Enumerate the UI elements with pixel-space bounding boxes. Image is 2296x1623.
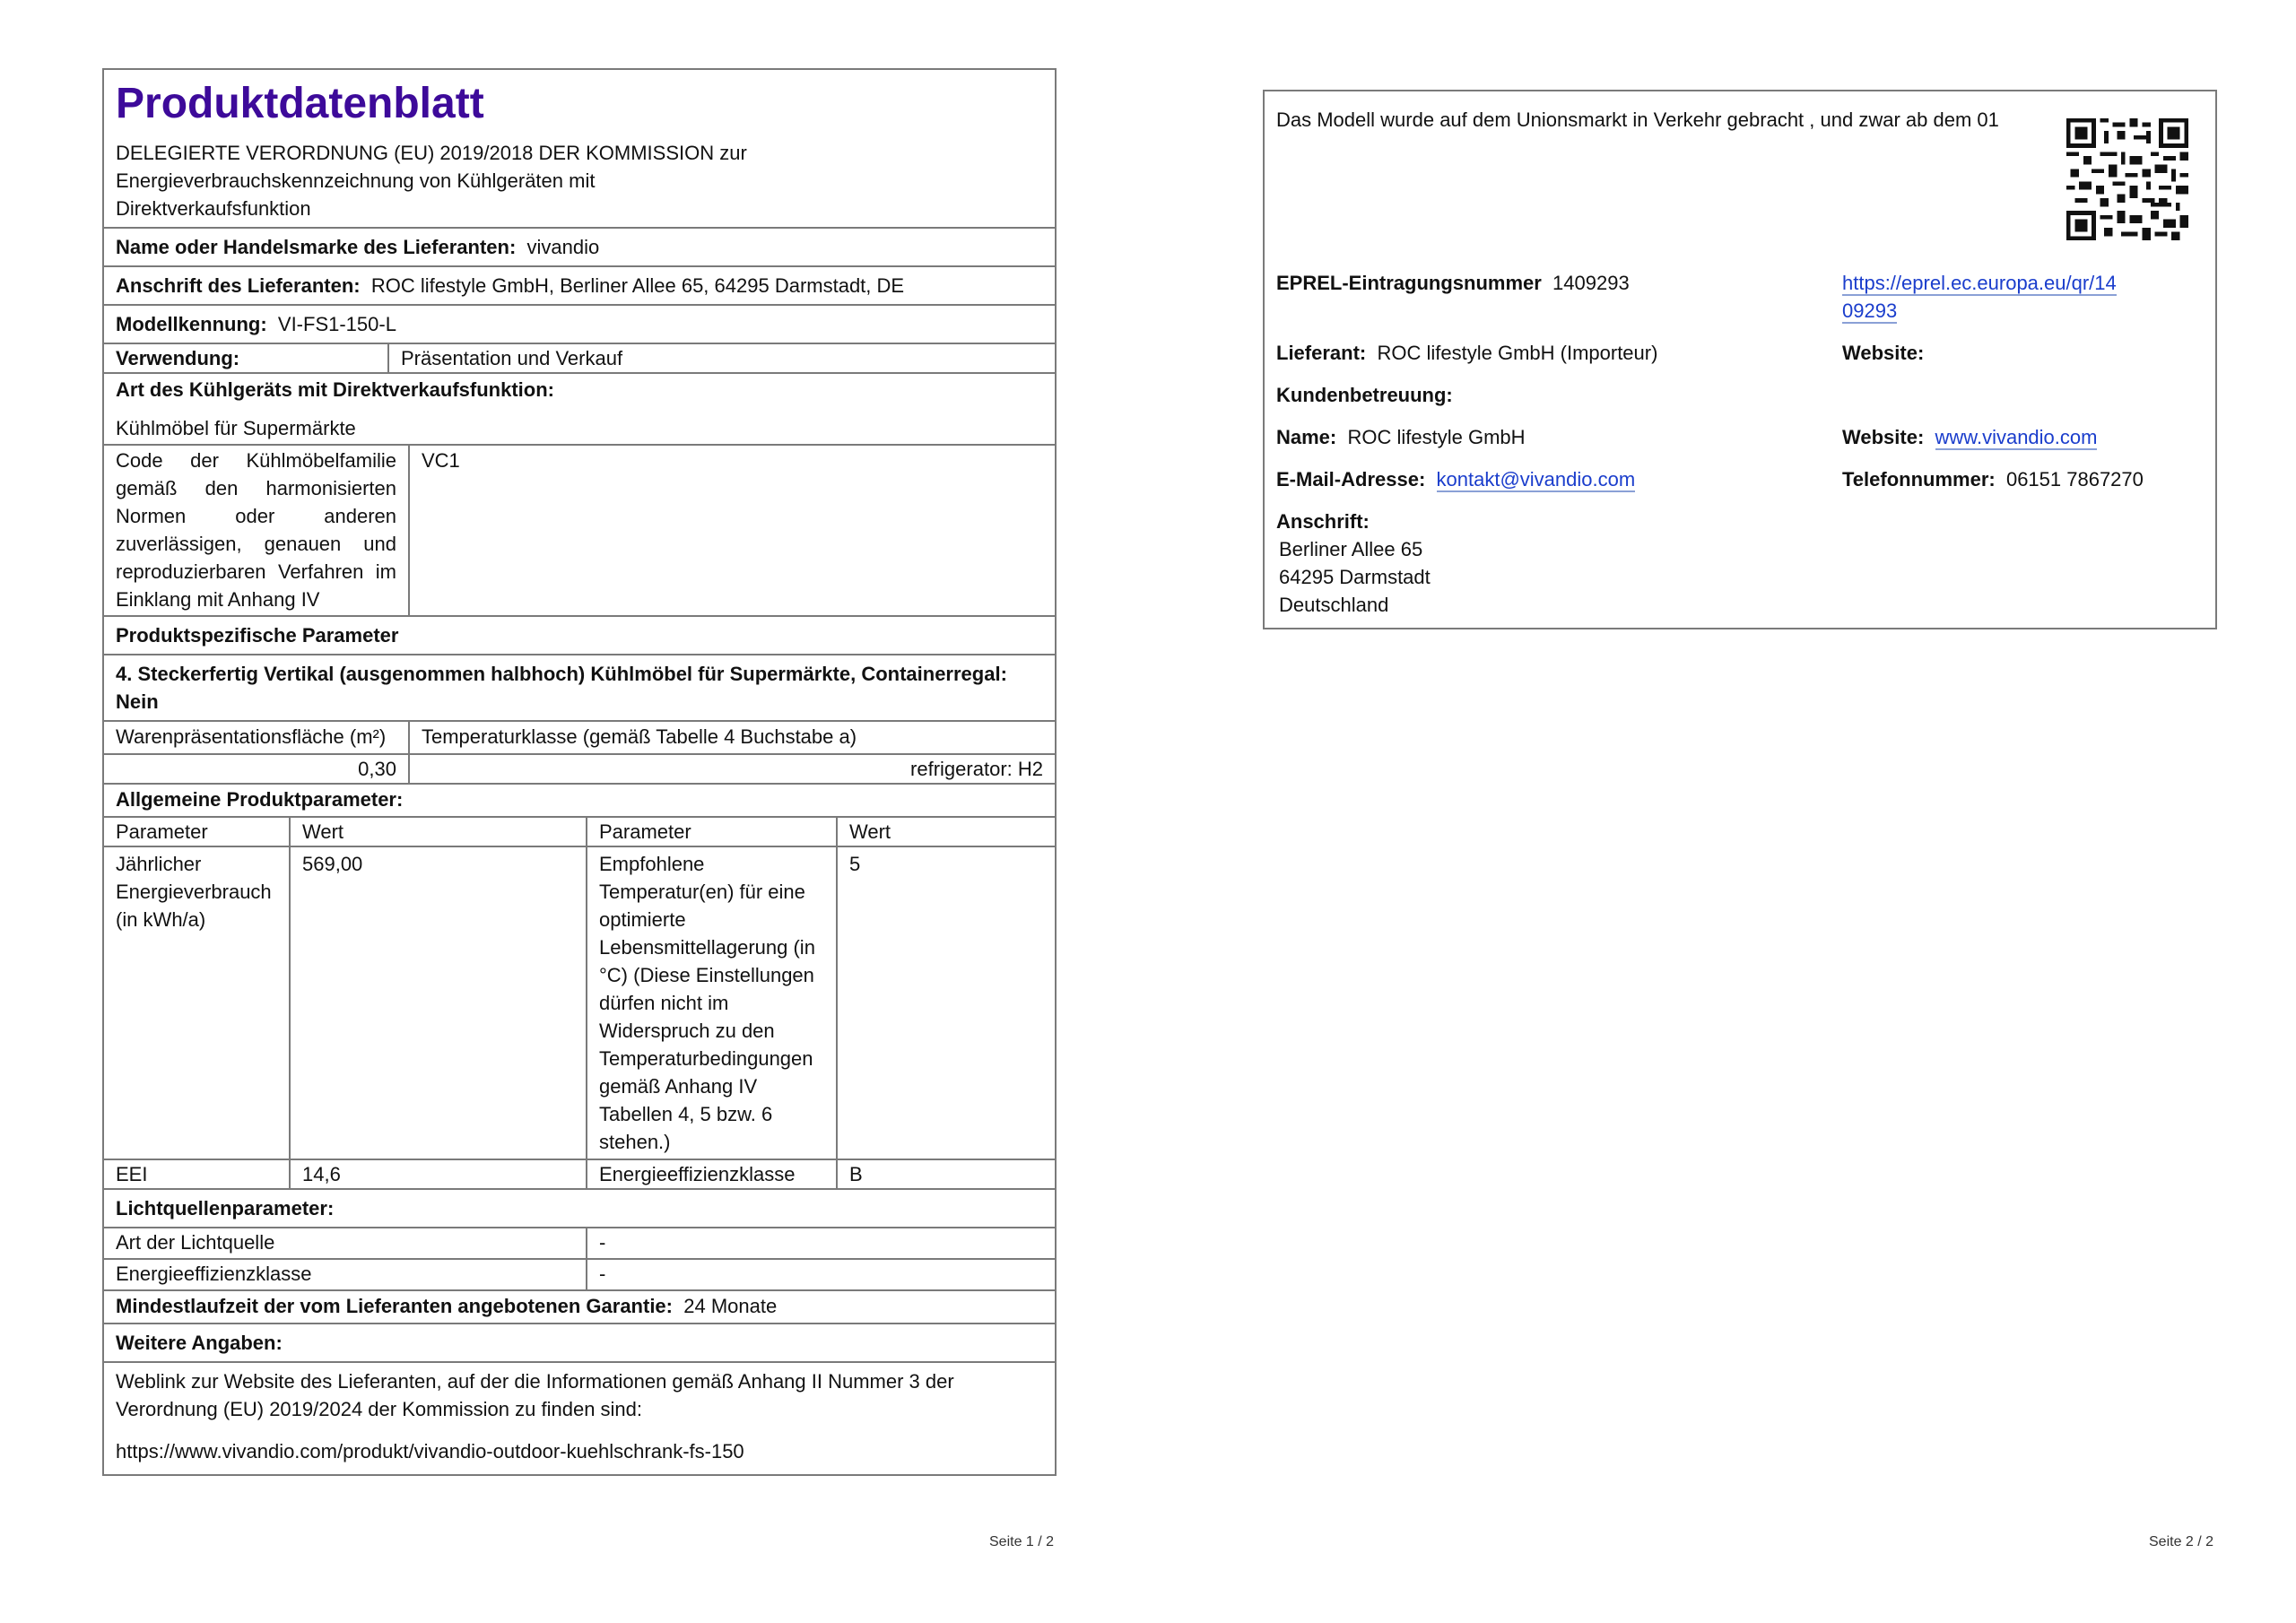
supplier-address-value: ROC lifestyle GmbH, Berliner Allee 65, 64295 Darmstadt, DE [370,274,905,297]
datasheet-page-1 [102,68,1057,1476]
warranty-row [104,1291,1055,1324]
usage-value: Präsentation und Verkauf [388,344,1055,373]
table-cell: B [837,1159,1055,1189]
address-line: Berliner Allee 65 [1279,538,1423,560]
display-area-table [104,722,1055,785]
table-row [104,1159,1055,1189]
further-heading: Weitere Angaben: [104,1324,1055,1363]
table-cell: Empfohlene Temperatur(en) für eine optimierte Lebensmittellagerung (in °C) (Diese Einstellungen dürfen nicht im Widerspruch zu den Temperaturbedingungen gemäß Anhang IV Tabellen 4, 5 bzw. 6 stehen.) [587,846,837,1159]
warranty-value: 24 Monate [683,1295,778,1317]
table-cell: Energieeffizienzklasse [104,1259,587,1290]
table-header-cell: Parameter [587,818,837,846]
type-row [104,374,1055,446]
usage-label: Verwendung: [104,344,388,373]
email-link[interactable]: kontakt@vivandio.com [1436,468,1636,490]
type-label: Art des Kühlgeräts mit Direktverkaufsfunktion: [116,378,554,401]
temp-class-value: refrigerator: H2 [409,754,1055,784]
model-value: VI-FS1-150-L [277,313,396,335]
table-cell: 569,00 [290,846,587,1159]
type-value: Kühlmöbel für Supermärkte [116,417,356,439]
phone-row [1842,465,2144,493]
supplier-address-row [104,267,1055,306]
table-row [104,1259,1055,1290]
regulation-text: DELEGIERTE VERORDNUNG (EU) 2019/2018 DER KOMMISSION zur Energieverbrauchskennzeichnung von Kühlgeräten mit Direktverkaufsfunktion [116,142,747,220]
eprel-label: EPREL-Eintragungsnummer [1276,272,1542,294]
eprel-number: 1409293 [1552,272,1630,294]
supplier-name-value: vivandio [526,236,600,258]
eprel-link[interactable] [1842,269,2117,325]
address-line: 64295 Darmstadt [1279,566,1431,588]
general-params-heading: Allgemeine Produktparameter: [104,785,1055,818]
name-value: ROC lifestyle GmbH [1347,426,1526,448]
supplier-label: Lieferant: [1276,342,1367,364]
table-cell: - [587,1259,1055,1290]
light-heading: Lichtquellenparameter: [104,1190,1055,1228]
warranty-label: Mindestlaufzeit der vom Lieferanten angebotenen Garantie: [116,1295,673,1317]
address-block [1276,508,1431,619]
table-cell: Energieeffizienzklasse [587,1159,837,1189]
family-code-label: Code der Kühlmöbelfamilie gemäß den harmonisierten Normen oder anderen zuverlässigen, genauen und reproduzierbaren Verfahren im Einklang mit Anhang IV [104,446,409,616]
display-area-value: 0,30 [104,754,409,784]
qr-code-icon[interactable] [2066,118,2188,240]
table-cell: 14,6 [290,1159,587,1189]
eprel-row [1276,269,1630,297]
weblink-url[interactable]: https://www.vivandio.com/produkt/vivandio-outdoor-kuehlschrank-fs-150 [116,1440,744,1462]
table-cell: EEI [104,1159,290,1189]
model-label: Modellkennung: [116,313,267,335]
contact-website-row [1842,423,2097,451]
family-code-value: VC1 [409,446,1055,616]
table-cell: Jährlicher Energieverbrauch (in kWh/a) [104,846,290,1159]
website-link[interactable]: www.vivandio.com [1935,426,2098,448]
eprel-url-line-2[interactable]: 09293 [1842,299,1898,322]
market-text: Das Modell wurde auf dem Unionsmarkt in Verkehr gebracht , und zwar ab dem 01 [1276,108,1999,131]
supplier-name-row [104,229,1055,267]
customer-service-label: Kundenbetreuung: [1276,384,1453,406]
table-cell: - [587,1228,1055,1259]
family-code-table [104,446,1055,617]
model-row [104,306,1055,344]
email-row [1276,465,1635,493]
light-table [104,1228,1055,1291]
supplier-address-label: Anschrift des Lieferanten: [116,274,361,297]
contact-name-row [1276,423,1526,451]
category-heading: 4. Steckerfertig Vertikal (ausgenommen halbhoch) Kühlmöbel für Supermärkte, Containerregal: Nein [104,655,1055,722]
specific-params-heading: Produktspezifische Parameter [104,617,1055,655]
page-number-1: Seite 1 / 2 [989,1534,1055,1549]
supplier-value: ROC lifestyle GmbH (Importeur) [1377,342,1658,364]
general-params-table [104,818,1055,1190]
supplier-row [1276,339,1657,367]
page-number-2: Seite 2 / 2 [2149,1534,2214,1549]
datasheet-page-2 [1263,90,2217,629]
name-label: Name: [1276,426,1337,448]
usage-table [104,344,1055,374]
table-cell: 5 [837,846,1055,1159]
address-label: Anschrift: [1276,510,1370,533]
eprel-url-line-1[interactable]: https://eprel.ec.europa.eu/qr/14 [1842,272,2117,294]
page-title: Produktdatenblatt [116,80,484,127]
table-row [104,1228,1055,1259]
table-row [104,846,1055,1159]
table-header-cell: Wert [837,818,1055,846]
supplier-name-label: Name oder Handelsmarke des Lieferanten: [116,236,517,258]
weblink-text: Weblink zur Website des Lieferanten, auf der die Informationen gemäß Anhang II Nummer 3 der Verordnung (EU) 2019/2024 der Kommission zu finden sind: [116,1370,954,1420]
phone-value: 06151 7867270 [2005,468,2144,490]
website2-label: Website: [1842,426,1925,448]
website-label: Website: [1842,342,1925,364]
temp-class-label: Temperaturklasse (gemäß Tabelle 4 Buchstabe a) [409,722,1055,754]
table-cell: Art der Lichtquelle [104,1228,587,1259]
table-header-cell: Wert [290,818,587,846]
header-section [104,70,1055,229]
phone-label: Telefonnummer: [1842,468,1996,490]
weblink-section [104,1363,1055,1474]
email-label: E-Mail-Adresse: [1276,468,1426,490]
table-header-row [104,818,1055,846]
table-header-cell: Parameter [104,818,290,846]
display-area-label: Warenpräsentationsfläche (m²) [104,722,409,754]
address-line: Deutschland [1279,594,1389,616]
